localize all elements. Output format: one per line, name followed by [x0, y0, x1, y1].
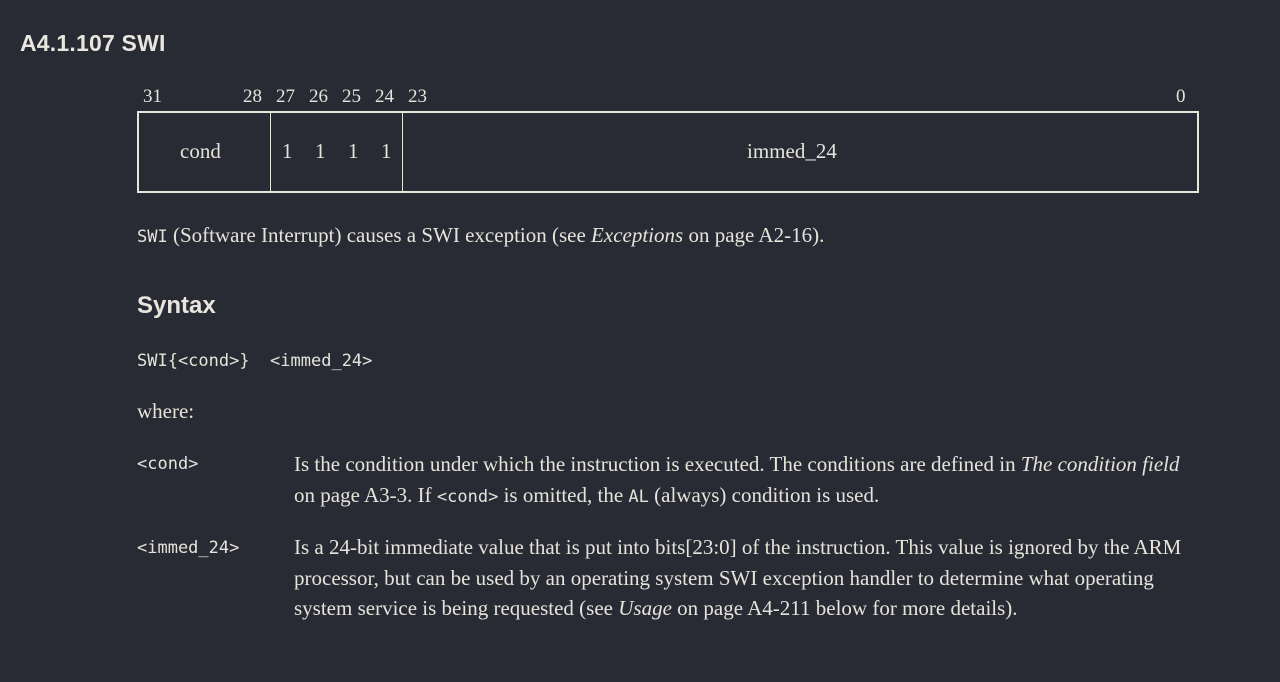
bit-number-27: 27 [276, 86, 295, 107]
intro-text: (Software Interrupt) causes a SWI exception (see [167, 223, 592, 247]
inline-code: AL [628, 486, 649, 507]
cross-reference-link[interactable]: Usage [618, 596, 672, 620]
bit-number-25: 25 [342, 86, 361, 107]
intro-paragraph [137, 220, 824, 252]
bit-number-28: 28 [243, 86, 262, 107]
field-divider [270, 113, 271, 191]
definition-immed-24 [294, 532, 1199, 624]
bit-number-24: 24 [375, 86, 394, 107]
field-bit-27: 1 [282, 139, 293, 163]
definition-text: Is a 24-bit immediate value that is put into bits[23:0] of the instruction. This value is ignored by the ARM processor, but can be used by an operating system SWI exception handler to determine what operating system service is being requested (see [294, 535, 1182, 620]
definition-text: on page A4-211 below for more details). [671, 596, 1018, 620]
field-bit-24: 1 [381, 139, 392, 163]
definition-cond [294, 449, 1199, 512]
definition-text: (always) condition is used. [648, 482, 880, 507]
definition-term-immed-24: <immed_24> [137, 538, 240, 558]
field-divider [402, 113, 403, 191]
syntax-heading: Syntax [137, 292, 216, 319]
bit-number-26: 26 [309, 86, 328, 107]
inline-code: SWI [137, 227, 168, 247]
field-cond: cond [180, 139, 221, 163]
intro-text: on page A2-16). [683, 223, 825, 247]
bit-number-0: 0 [1176, 86, 1186, 107]
definition-text: Is the condition under which the instruction is executed. The conditions are defined in [294, 452, 1021, 476]
field-immed-24: immed_24 [747, 139, 837, 163]
bit-number-23: 23 [408, 86, 427, 107]
definition-term-cond: <cond> [137, 454, 199, 474]
bit-number-31: 31 [143, 86, 162, 107]
field-bit-25: 1 [348, 139, 359, 163]
section-heading: A4.1.107 SWI [20, 30, 166, 56]
definition-text: is omitted, the [498, 482, 629, 507]
inline-code: <cond> [436, 486, 499, 507]
definition-text: on page A3-3. If [294, 482, 437, 507]
where-label: where: [137, 399, 195, 423]
cross-reference-link[interactable]: Exceptions [591, 223, 684, 247]
cross-reference-link[interactable]: The condition field [1020, 452, 1180, 476]
syntax-line: SWI{<cond>} <immed_24> [137, 351, 373, 371]
instruction-encoding-diagram [137, 111, 1199, 193]
field-bit-26: 1 [315, 139, 326, 163]
